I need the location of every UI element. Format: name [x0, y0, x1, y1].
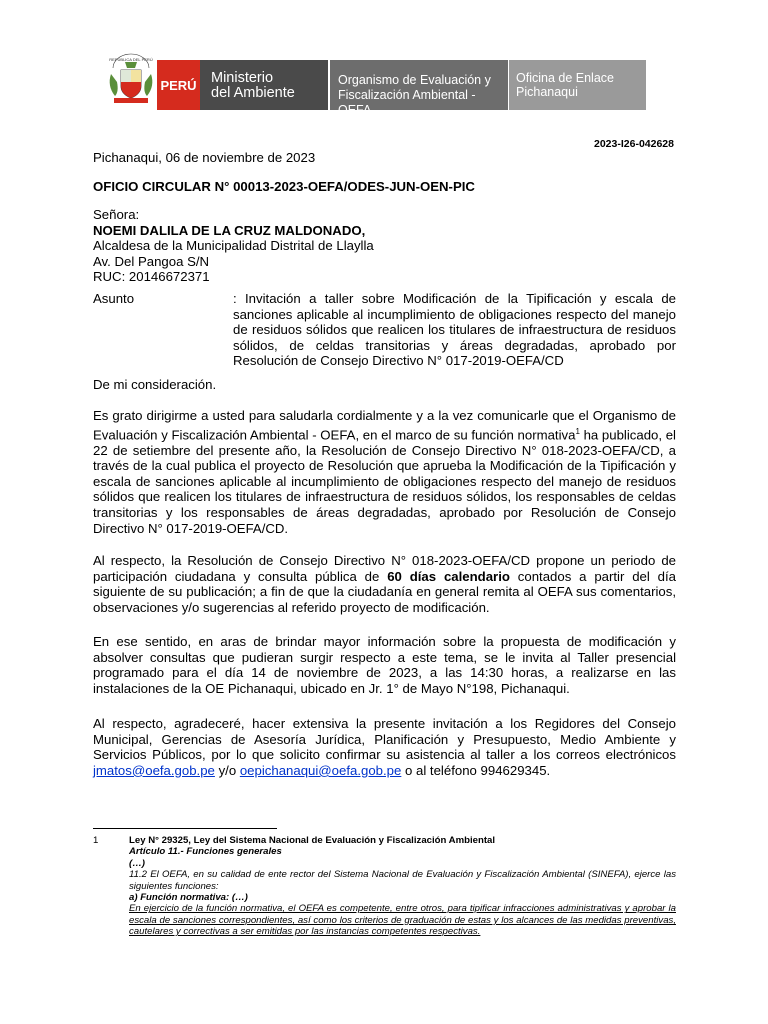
p2-bold: 60 días calendario	[387, 568, 510, 584]
oefa-line2: Fiscalización Ambiental - OEFA	[338, 88, 476, 117]
peru-brand-block	[157, 60, 200, 110]
ministerio-block	[200, 60, 328, 110]
footnote-ref: 1	[575, 426, 580, 436]
footnote-text: En ejercicio de la función normativa, el OEFA es competente, entre otros, para tipificar infracciones administrativas y aprobar la escala de sanciones correspondientes, así como los criterios de graduación de estas y los alcances de las medidas preventivas, cautelares y correctivas a ser emitidas por las instancias competentes respectivas.	[129, 903, 676, 938]
p4-text-mid: y/o	[214, 762, 240, 778]
recipient-address: Av. Del Pangoa S/N	[93, 253, 210, 269]
oficio-number: OFICIO CIRCULAR N° 00013-2023-OEFA/ODES-JUN-OEN-PIC	[93, 179, 475, 194]
p1-text-a: Es grato dirigirme a usted para saludarla cordialmente y a la vez comunicarle que el Organismo de Evaluación y Fiscalización Ambiental - OEFA, en el marco de su función normativa	[93, 408, 676, 442]
peru-label: PERÚ	[160, 77, 197, 93]
p2-text-b: contados a partir del día siguiente de su publicación; a fin de que la ciudadanía en general remita al OEFA sus comentarios, observaciones y/o sugerencias al referido proyecto de modificación.	[93, 568, 677, 615]
oficina-line2: Pichanaqui	[516, 85, 578, 99]
asunto-label: Asunto	[93, 291, 135, 306]
recipient-block	[93, 207, 374, 285]
paragraph-1	[93, 408, 676, 536]
p4-text-a: Al respecto, agradeceré, hacer extensiva la presente invitación a los Regidores del Consejo Municipal, Gerencias de Asesoría Jurídica, Planificación y Presupuesto, Medio Ambiente y Servicios Públicos, por lo que solicito confirmar su asistencia al taller a los correos electrónicos	[93, 716, 676, 763]
ministerio-line2: del Ambiente	[211, 85, 295, 101]
footnote-separator	[93, 828, 277, 829]
oficina-line1: Oficina de Enlace	[516, 71, 614, 85]
footnote-article: Artículo 11.- Funciones generales	[129, 846, 282, 858]
document-code: 2023-I26-042628	[594, 138, 674, 150]
oficina-block	[509, 60, 646, 110]
footnote-ellipsis: (…)	[129, 857, 145, 869]
p4-text-b: o al teléfono 994629345.	[401, 762, 551, 778]
oefa-block	[330, 60, 508, 117]
asunto-text: : Invitación a taller sobre Modificación de la Tipificación y escala de sanciones aplicable al incumplimiento de obligaciones respecto del manejo de residuos sólidos que realicen los titulares de infraestructura de residuos sólidos, de celdas transitorias y áreas degradadas, aprobado por Resolución de Consejo Directivo N° 017-2019-OEFA/CD	[233, 291, 676, 369]
document-date: Pichanaqui, 06 de noviembre de 2023	[93, 150, 316, 165]
paragraph-4	[93, 716, 676, 778]
footnote-function: a) Función normativa: (…)	[129, 892, 248, 904]
escudo-text: REPÚBLICA DEL PERÚ	[109, 57, 153, 62]
p2-text-a: Al respecto, la Resolución de Consejo Directivo N° 018-2023-OEFA/CD propone un periodo de participación ciudadana y consulta pública de	[93, 553, 676, 584]
p1-text-b: ha publicado, el 22 de setiembre del presente año, la Resolución de Consejo Directivo N° 018-2023-OEFA/CD, a través de la cual publica el proyecto de Resolución que aprueba la Modificación de la Tipificación y escala de sanciones aplicable al incumplimiento de obligaciones respecto del manejo de residuos sólidos que realicen los titulares de infraestructura de residuos sólidos, los responsables de celdas transitorias y los responsables de áreas degradadas, aprobado por Resolución de Consejo Directivo N° 017-2019-OEFA/CD.	[93, 426, 676, 536]
recipient-ruc: RUC: 20146672371	[93, 269, 210, 285]
salutation: Señora:	[93, 207, 140, 222]
recipient-name: NOEMI DALILA DE LA CRUZ MALDONADO,	[93, 222, 366, 238]
paragraph-2	[93, 553, 676, 615]
footnote-body	[129, 835, 676, 938]
ministerio-line1: Ministerio	[211, 70, 274, 86]
recipient-role: Alcaldesa de la Municipalidad Distrital de Llaylla	[93, 238, 374, 254]
paragraph-3: En ese sentido, en aras de brindar mayor información sobre la propuesta de modificación y absolver consultas que pudieran surgir respecto a este tema, se le invita al Taller presencial programado para el día 14 de noviembre de 2023, a las 14:30 horas, a realizarse en las instalaciones de la OE Pichanaqui, ubicado en Jr. 1° de Mayo N°198, Pichanaqui.	[93, 634, 676, 696]
oefa-line1: Organismo de Evaluación y	[338, 73, 491, 87]
email-link-jmatos[interactable]: jmatos@oefa.gob.pe	[93, 762, 215, 778]
greeting: De mi consideración.	[93, 377, 217, 392]
peru-coat-of-arms-logo	[105, 52, 157, 110]
footnote-clause: 11.2 El OEFA, en su calidad de ente rector del Sistema Nacional de Evaluación y Fiscalización Ambiental (SINEFA), ejerce las siguientes funciones:	[129, 869, 676, 892]
email-link-oepichanaqui[interactable]: oepichanaqui@oefa.gob.pe	[239, 762, 402, 778]
footnote-law: Ley N° 29325, Ley del Sistema Nacional de Evaluación y Fiscalización Ambiental	[129, 835, 496, 846]
footnote-number: 1	[93, 835, 99, 846]
